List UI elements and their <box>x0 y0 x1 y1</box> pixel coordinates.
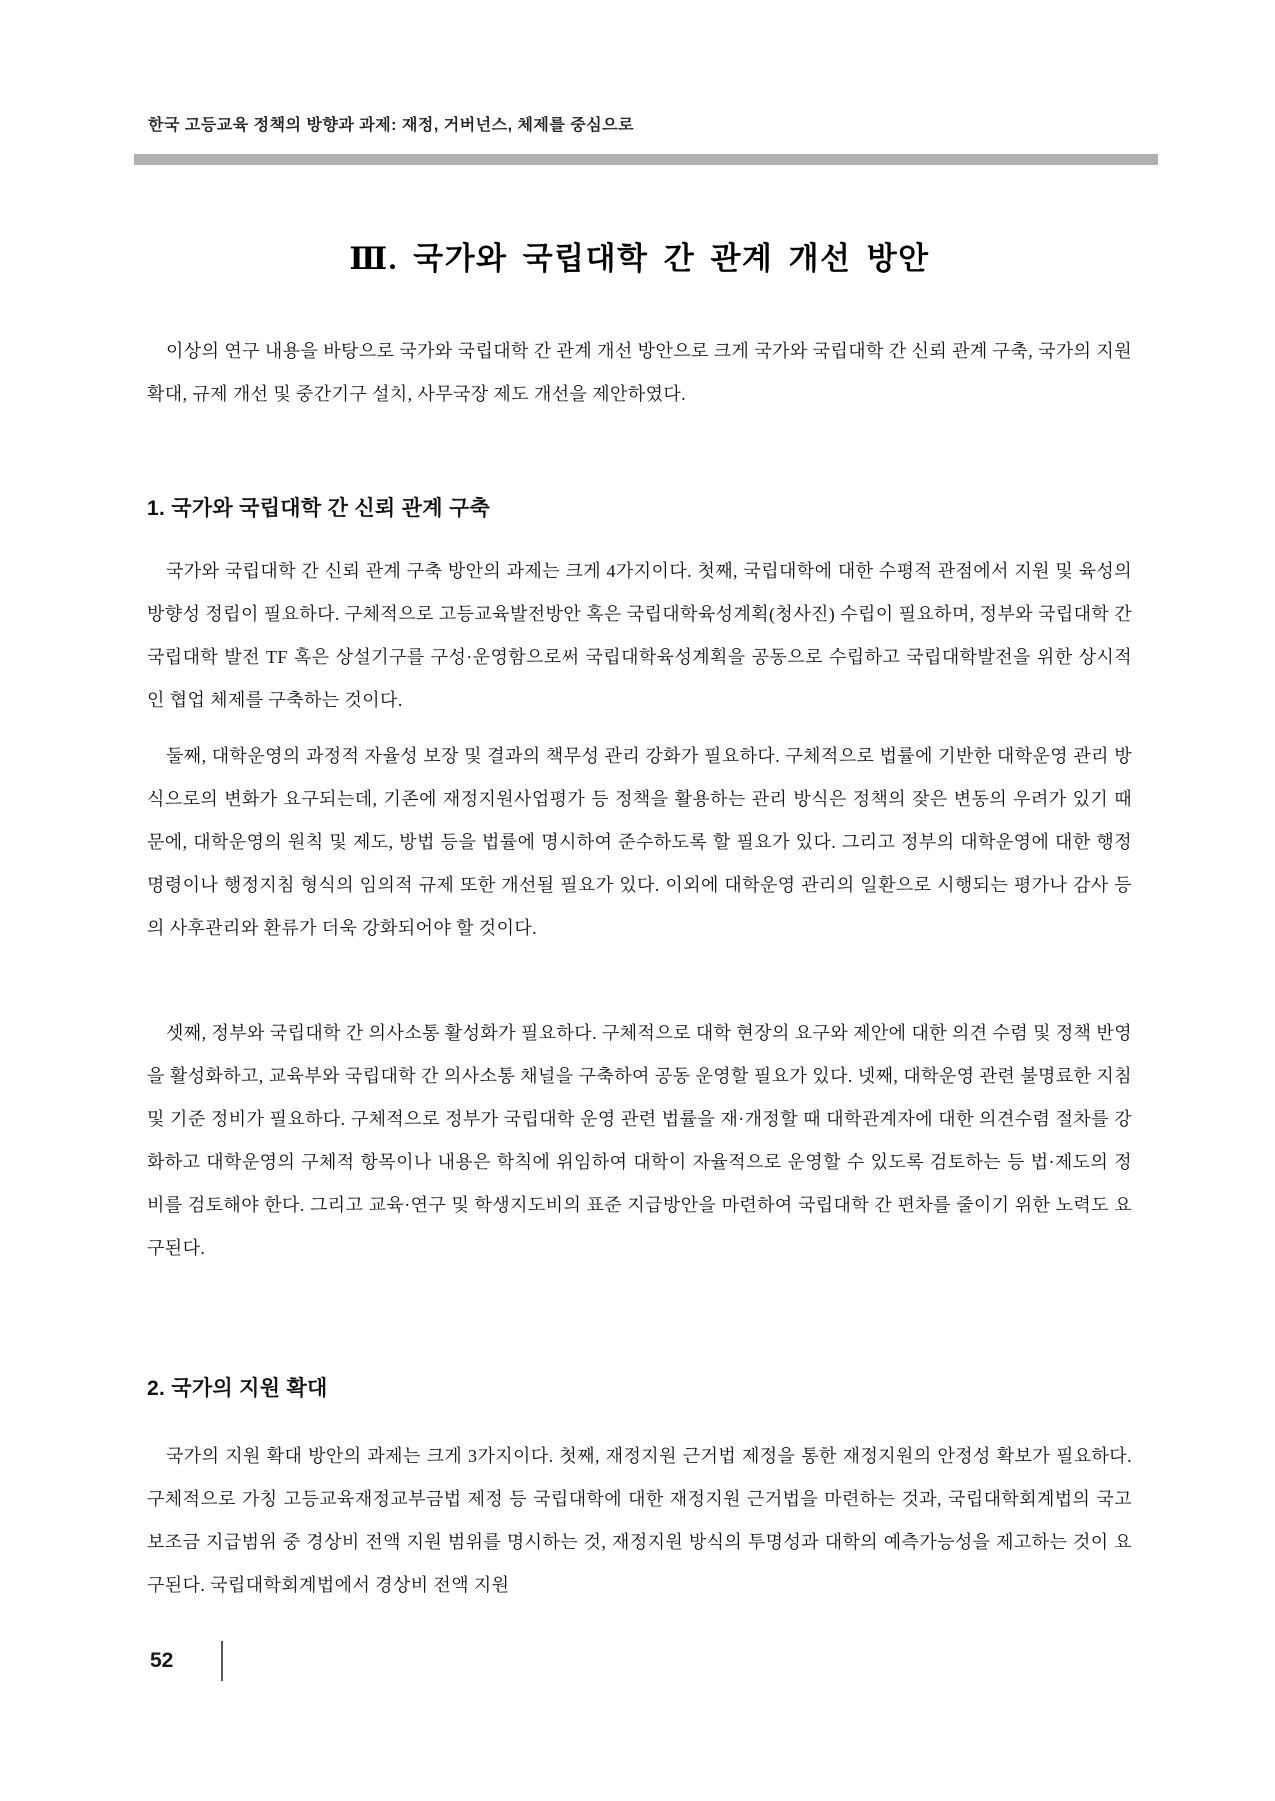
chapter-title: Ⅲ. 국가와 국립대학 간 관계 개선 방안 <box>349 240 930 276</box>
intro-paragraph: 이상의 연구 내용을 바탕으로 국가와 국립대학 간 관계 개선 방안으로 크게 국가와 국립대학 간 신뢰 관계 구축, 국가의 지원 확대, 규제 개선 및 중간기구 설치, 사무국장 제도 개선을 제안하였다. <box>147 341 1132 404</box>
section-1-heading: 1. 국가와 국립대학 간 신뢰 관계 구축 <box>147 497 491 520</box>
running-header: 한국 고등교육 정책의 방향과 과제: 재정, 거버넌스, 체제를 중심으로 <box>148 117 635 134</box>
page-footer <box>150 1640 223 1682</box>
page-number: 52 <box>150 1649 174 1672</box>
footer-divider <box>221 1641 223 1681</box>
section-1-paragraph-1: 국가와 국립대학 간 신뢰 관계 구축 방안의 과제는 크게 4가지이다. 첫째, 국립대학에 대한 수평적 관점에서 지원 및 육성의 방향성 정립이 필요하다. 구체적으로 고등교육발전방안 혹은 국립대학육성계획(청사진) 수립이 필요하며, 정부와 국립대학 간 국립대학 발전 TF 혹은 상설기구를 구성·운영함으로써 국립대학육성계획을 공동으로 수립하고 국립대학발전을 위한 상시적인 협업 체제를 구축하는 것이다. <box>147 561 1132 710</box>
section-1-paragraph-2: 둘째, 대학운영의 과정적 자율성 보장 및 결과의 책무성 관리 강화가 필요하다. 구체적으로 법률에 기반한 대학운영 관리 방식으로의 변화가 요구되는데, 기존에 재정지원사업평가 등 정책을 활용하는 관리 방식은 정책의 잦은 변동의 우려가 있기 때문에, 대학운영의 원칙 및 제도, 방법 등을 법률에 명시하여 준수하도록 할 필요가 있다. 그리고 정부의 대학운영에 대한 행정명령이나 행정지침 형식의 임의적 규제 또한 개선될 필요가 있다. 이외에 대학운영 관리의 일환으로 시행되는 평가나 감사 등의 사후관리와 환류가 더욱 강화되어야 할 것이다. <box>147 746 1132 938</box>
section-1-paragraph-3: 셋째, 정부와 국립대학 간 의사소통 활성화가 필요하다. 구체적으로 대학 현장의 요구와 제안에 대한 의견 수렴 및 정책 반영을 활성화하고, 교육부와 국립대학 간 의사소통 채널을 구축하여 공동 운영할 필요가 있다. 넷째, 대학운영 관련 불명료한 지침 및 기준 정비가 필요하다. 구체적으로 정부가 국립대학 운영 관련 법률을 재·개정할 때 대학관계자에 대한 의견수렴 절차를 강화하고 대학운영의 구체적 항목이나 내용은 학칙에 위임하여 대학이 자율적으로 운영할 수 있도록 검토하는 등 법·제도의 정비를 검토해야 한다. 그리고 교육·연구 및 학생지도비의 표준 지급방안을 마련하여 국립대학 간 편차를 줄이기 위한 노력도 요구된다. <box>147 1023 1132 1258</box>
section-2-paragraph-1: 국가의 지원 확대 방안의 과제는 크게 3가지이다. 첫째, 재정지원 근거법 제정을 통한 재정지원의 안정성 확보가 필요하다. 구체적으로 가칭 고등교육재정교부금법 제정 등 국립대학에 대한 재정지원 근거법을 마련하는 것과, 국립대학회계법의 국고보조금 지급범위 중 경상비 전액 지원 범위를 명시하는 것, 재정지원 방식의 투명성과 대학의 예측가능성을 제고하는 것이 요구된다. 국립대학회계법에서 경상비 전액 지원 <box>147 1446 1132 1595</box>
header-rule-divider <box>134 154 1158 165</box>
section-2-heading: 2. 국가의 지원 확대 <box>147 1377 328 1400</box>
